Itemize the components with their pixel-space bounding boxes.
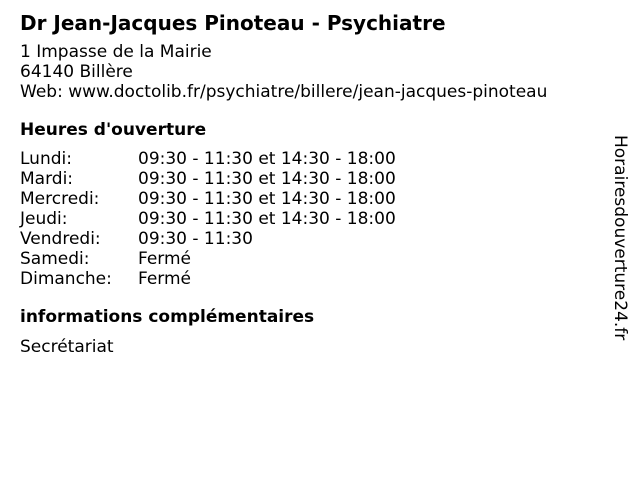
hours-row-friday xyxy=(20,229,396,249)
day-label: Mardi: xyxy=(20,169,74,189)
hours-row-saturday xyxy=(20,249,396,269)
day-hours: 09:30 - 11:30 et 14:30 - 18:00 xyxy=(138,169,396,189)
day-hours: 09:30 - 11:30 xyxy=(138,229,253,249)
day-label: Jeudi: xyxy=(20,209,68,229)
site-watermark: Horairesdouverture24.fr xyxy=(610,135,630,341)
address-street: 1 Impasse de la Mairie xyxy=(20,42,212,62)
day-hours: 09:30 - 11:30 et 14:30 - 18:00 xyxy=(138,149,396,169)
hours-row-tuesday xyxy=(20,169,396,189)
day-hours: 09:30 - 11:30 et 14:30 - 18:00 xyxy=(138,209,396,229)
day-hours: Fermé xyxy=(138,249,192,269)
hours-row-thursday xyxy=(20,209,396,229)
info-text: Secrétariat xyxy=(20,337,114,357)
day-label: Vendredi: xyxy=(20,229,101,249)
address-city: 64140 Billère xyxy=(20,62,133,82)
hours-row-wednesday xyxy=(20,189,396,209)
day-label: Lundi: xyxy=(20,149,72,169)
day-label: Mercredi: xyxy=(20,189,100,209)
page-title: Dr Jean-Jacques Pinoteau - Psychiatre xyxy=(20,11,446,35)
hours-table xyxy=(20,149,396,289)
day-label: Samedi: xyxy=(20,249,90,269)
hours-row-sunday xyxy=(20,269,396,289)
hours-row-monday xyxy=(20,149,396,169)
hours-heading: Heures d'ouverture xyxy=(20,120,207,140)
day-hours: Fermé xyxy=(138,269,192,289)
card-content xyxy=(20,10,600,358)
day-label: Dimanche: xyxy=(20,269,112,289)
info-heading: informations complémentaires xyxy=(20,307,315,327)
day-hours: 09:30 - 11:30 et 14:30 - 18:00 xyxy=(138,189,396,209)
website-line: Web: www.doctolib.fr/psychiatre/billere/jean-jacques-pinoteau xyxy=(20,82,548,102)
